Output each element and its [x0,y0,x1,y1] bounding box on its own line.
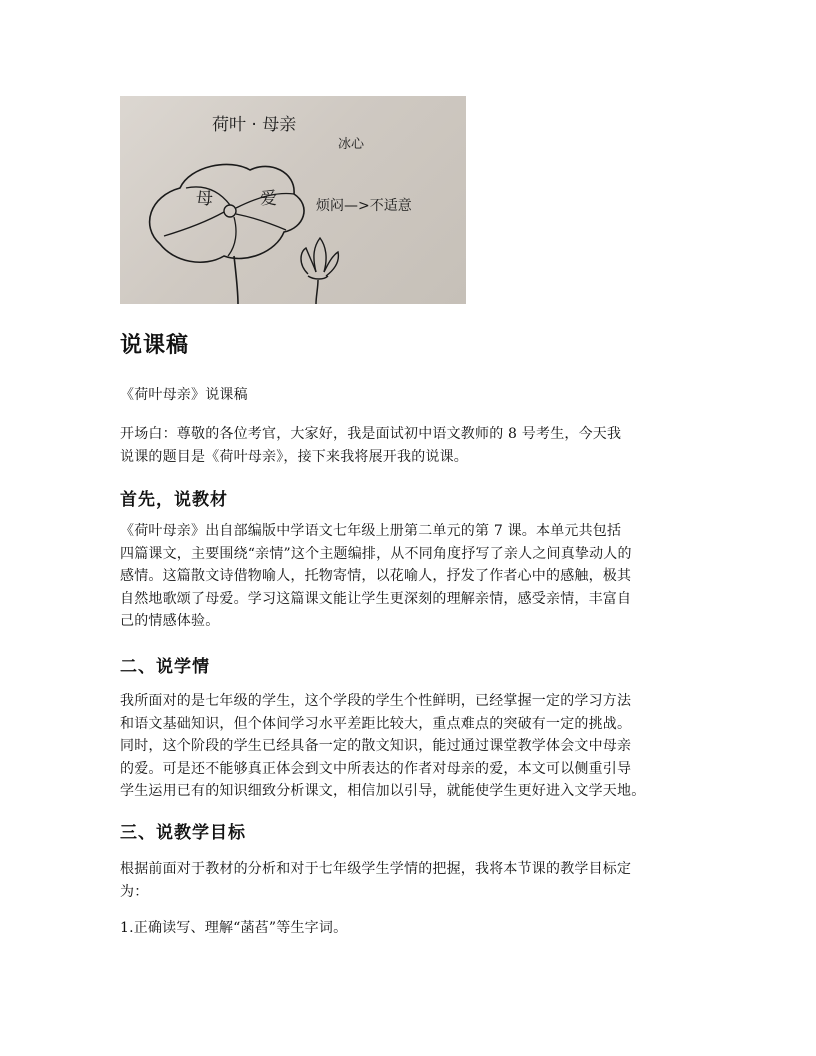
section-heading-students: 二、说学情 [120,657,210,677]
text-line: 和语文基础知识，但个体间学习水平差距比较大，重点难点的突破有一定的挑战。 [120,715,632,732]
objective-item-1: 1.正确读写、理解“菡萏”等生字词。 [120,920,348,936]
text-line: 说课的题目是《荷叶母亲》，接下来我将展开我的说课。 [120,448,468,465]
text-line: 学生运用已有的知识细致分析课文，相信加以引导，就能使学生更好进入文学天地。 [120,783,646,799]
materials-paragraph [120,520,710,633]
handwritten-right-char: 爱 [260,189,277,209]
text-line: 自然地歌颂了母爱。学习这篇课文能让学生更深刻的理解亲情，感受亲情，丰富自 [120,590,632,607]
document-title: 说课稿 [120,333,190,358]
text-line: 同时，这个阶段的学生已经具备一定的散文知识，能过通过课堂教学体会文中母亲 [120,738,632,754]
text-line: 《荷叶母亲》出自部编版中学语文七年级上册第二单元的第 7 课。本单元共包括 [120,523,622,539]
text-line: 根据前面对于教材的分析和对于七年级学生学情的把握，我将本节课的教学目标定 [120,861,632,877]
lotus-drawing [120,96,466,304]
text-line: 己的情感体验。 [120,613,220,629]
handwritten-author: 冰心 [338,137,365,152]
text-line: 开场白：尊敬的各位考官，大家好，我是面试初中语文教师的 8 号考生，今天我 [120,426,622,442]
handwritten-left-char: 母 [196,189,213,209]
text-line: 四篇课文，主要围绕“亲情”这个主题编排，从不同角度抒写了亲人之间真挚动人的 [120,545,632,562]
subtitle: 《荷叶母亲》说课稿 [120,387,248,403]
handwritten-note: 烦闷—>不适意 [316,198,412,214]
students-paragraph [120,690,710,803]
objectives-paragraph [120,858,710,903]
text-line: 我所面对的是七年级的学生，这个学段的学生个性鲜明，已经掌握一定的学习方法 [120,693,632,709]
text-line: 的爱。可是还不能够真正体会到文中所表达的作者对母亲的爱，本文可以侧重引导 [120,760,632,777]
handwritten-note-photo [120,96,466,304]
intro-paragraph [120,423,710,468]
text-line: 为： [120,883,149,900]
text-line: 感情。这篇散文诗借物喻人，托物寄情，以花喻人，抒发了作者心中的感触，极其 [120,568,632,584]
section-heading-objectives: 三、说教学目标 [120,823,246,843]
handwritten-title: 荷叶 · 母亲 [212,115,297,135]
section-heading-materials: 首先，说教材 [120,490,228,510]
